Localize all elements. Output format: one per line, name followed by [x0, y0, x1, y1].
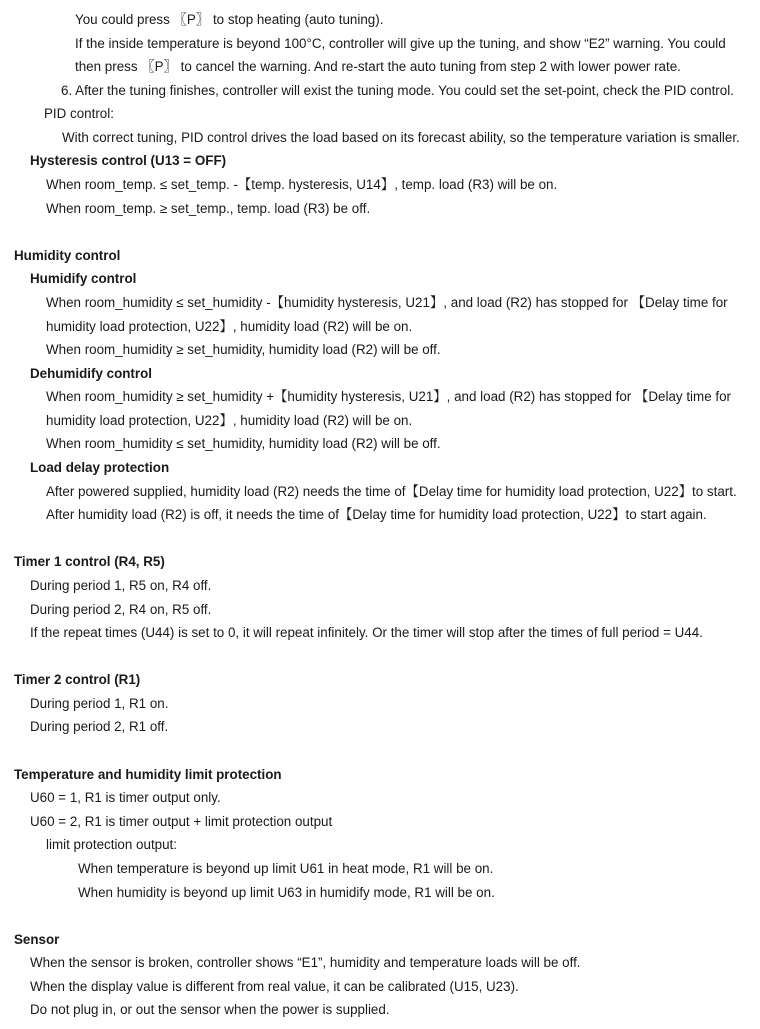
- timer1-line-3: If the repeat times (U44) is set to 0, it will repeat infinitely. Or the timer will stop after the times of full period = U44.: [30, 625, 703, 640]
- timer1-line-2: During period 2, R4 on, R5 off.: [30, 602, 212, 617]
- tuning-beyond-line-1: If the inside temperature is beyond 100°C, controller will give up the tuning, and show “E2” warning. You could: [75, 36, 726, 51]
- tuning-stop-line: You could press 〖P〗 to stop heating (auto tuning).: [75, 12, 384, 27]
- pid-control-label: PID control:: [44, 106, 114, 121]
- humidify-line-1: When room_humidity ≤ set_humidity -【humidity hysteresis, U21】, and load (R2) has stopped for 【Delay time for: [46, 295, 728, 310]
- timer2-heading: Timer 2 control (R1): [14, 672, 141, 687]
- timer1-line-1: During period 1, R5 on, R4 off.: [30, 578, 212, 593]
- load-delay-heading: Load delay protection: [30, 460, 170, 475]
- sensor-line-3: Do not plug in, or out the sensor when the power is supplied.: [30, 1002, 390, 1017]
- dehumidify-line-1: When room_humidity ≥ set_humidity +【humidity hysteresis, U21】, and load (R2) has stopped for 【Delay time for: [46, 389, 731, 404]
- load-delay-line-1: After powered supplied, humidity load (R2) needs the time of【Delay time for humidity load protection, U22】to start.: [46, 484, 737, 499]
- humidify-line-3: When room_humidity ≥ set_humidity, humidity load (R2) will be off.: [46, 342, 441, 357]
- timer1-heading: Timer 1 control (R4, R5): [14, 554, 165, 569]
- limit-line-1: U60 = 1, R1 is timer output only.: [30, 790, 221, 805]
- sensor-line-1: When the sensor is broken, controller shows “E1”, humidity and temperature loads will be off.: [30, 955, 581, 970]
- hysteresis-heading: Hysteresis control (U13 = OFF): [30, 153, 227, 168]
- sensor-heading: Sensor: [14, 932, 60, 947]
- timer2-line-1: During period 1, R1 on.: [30, 696, 169, 711]
- dehumidify-line-3: When room_humidity ≤ set_humidity, humidity load (R2) will be off.: [46, 436, 441, 451]
- tuning-step-6: 6. After the tuning finishes, controller will exist the tuning mode. You could set the set-point, check the PID control.: [61, 83, 734, 98]
- hysteresis-line-1: When room_temp. ≤ set_temp. -【temp. hysteresis, U14】, temp. load (R3) will be on.: [46, 177, 558, 192]
- sensor-line-2: When the display value is different from real value, it can be calibrated (U15, U23).: [30, 979, 519, 994]
- humidity-control-heading: Humidity control: [14, 248, 121, 263]
- pid-control-description: With correct tuning, PID control drives the load based on its forecast ability, so the temperature variation is smaller.: [62, 130, 740, 145]
- humidify-line-2: humidity load protection, U22】, humidity load (R2) will be on.: [46, 319, 413, 334]
- tuning-beyond-line-2: then press 〖P〗 to cancel the warning. And re-start the auto tuning from step 2 with lower power rate.: [75, 59, 681, 74]
- limit-output-temperature: When temperature is beyond up limit U61 in heat mode, R1 will be on.: [78, 861, 494, 876]
- limit-output-humidity: When humidity is beyond up limit U63 in humidify mode, R1 will be on.: [78, 885, 495, 900]
- dehumidify-line-2: humidity load protection, U22】, humidity load (R2) will be on.: [46, 413, 413, 428]
- humidify-heading: Humidify control: [30, 271, 137, 286]
- limit-protection-heading: Temperature and humidity limit protection: [14, 767, 282, 782]
- limit-line-2: U60 = 2, R1 is timer output + limit protection output: [30, 814, 333, 829]
- dehumidify-heading: Dehumidify control: [30, 366, 153, 381]
- load-delay-line-2: After humidity load (R2) is off, it needs the time of【Delay time for humidity load protection, U22】to start again.: [46, 507, 707, 522]
- hysteresis-line-2: When room_temp. ≥ set_temp., temp. load (R3) be off.: [46, 201, 371, 216]
- timer2-line-2: During period 2, R1 off.: [30, 719, 169, 734]
- limit-output-label: limit protection output:: [46, 837, 177, 852]
